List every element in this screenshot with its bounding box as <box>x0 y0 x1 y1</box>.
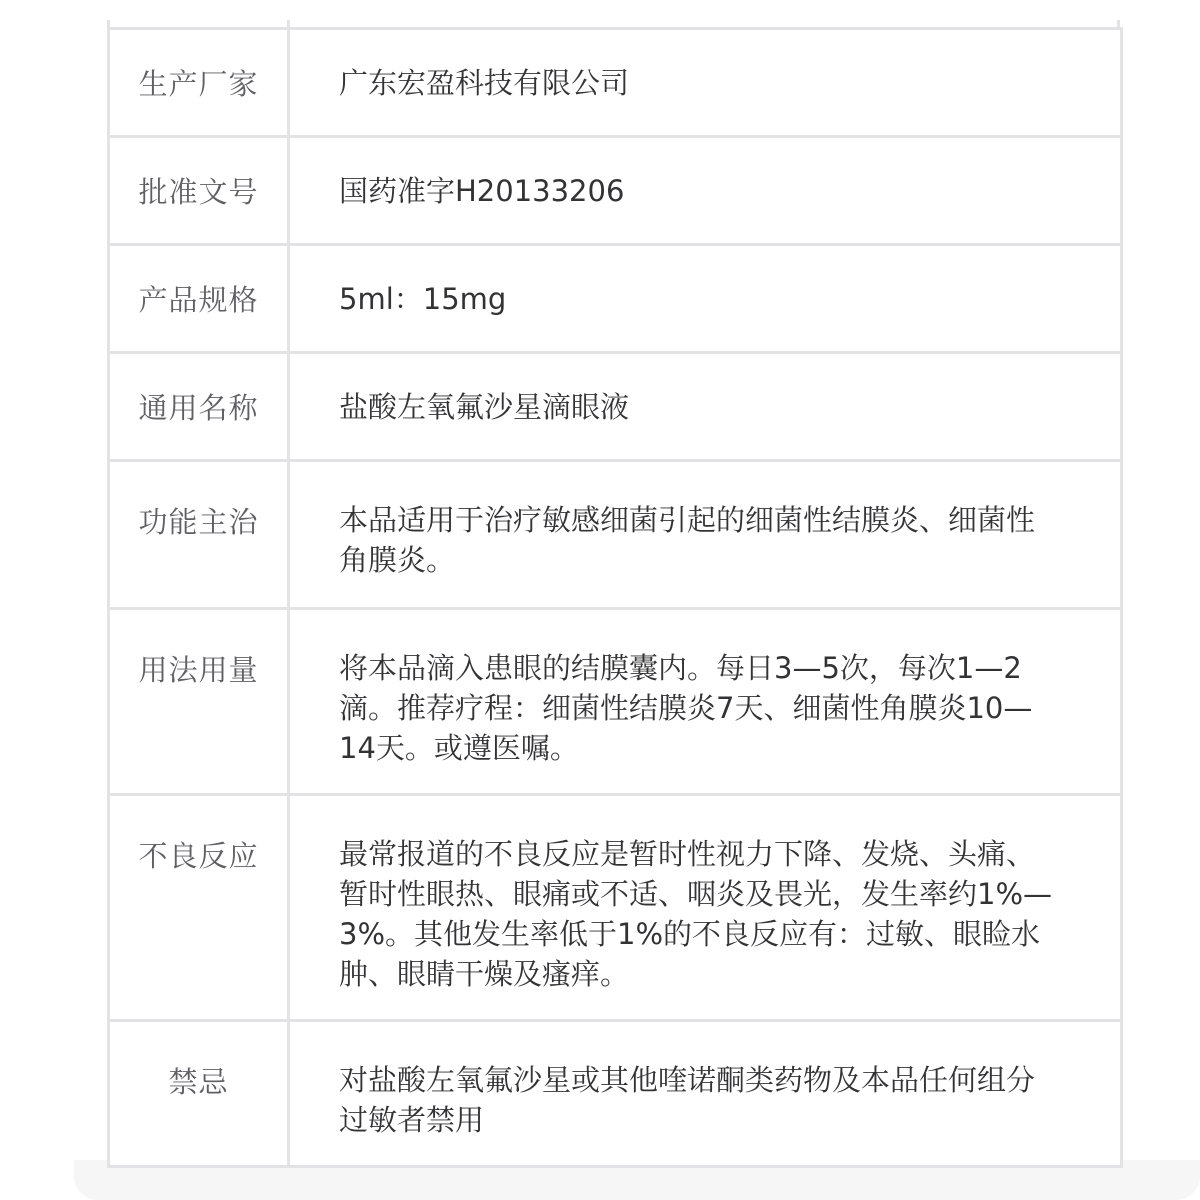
table-row-contraindications <box>109 1021 1122 1167</box>
table-row-approval-number <box>109 137 1122 245</box>
row-label: 批准文号 <box>109 137 289 245</box>
row-label: 生产厂家 <box>109 29 289 137</box>
row-value: 本品适用于治疗敏感细菌引起的细菌性结膜炎、细菌性角膜炎。 <box>289 461 1122 609</box>
table-row-manufacturer <box>109 29 1122 137</box>
table-row-indications <box>109 461 1122 609</box>
table-row-generic-name <box>109 353 1122 461</box>
table-row-adverse-reactions <box>109 795 1122 1021</box>
row-label: 禁忌 <box>109 1021 289 1167</box>
row-value: 5ml：15mg <box>289 245 1122 353</box>
row-value: 盐酸左氧氟沙星滴眼液 <box>289 353 1122 461</box>
table-row-specification <box>109 245 1122 353</box>
row-label: 产品规格 <box>109 245 289 353</box>
row-value: 国药准字H20133206 <box>289 137 1122 245</box>
row-label: 不良反应 <box>109 795 289 1021</box>
row-label: 通用名称 <box>109 353 289 461</box>
row-value: 广东宏盈科技有限公司 <box>289 29 1122 137</box>
row-value: 最常报道的不良反应是暂时性视力下降、发烧、头痛、暂时性眼热、眼痛或不适、咽炎及畏光，发生率约1%—3%。其他发生率低于1%的不良反应有：过敏、眼睑水肿、眼睛干燥及瘙痒。 <box>289 795 1122 1021</box>
table-row-dosage <box>109 609 1122 795</box>
row-label: 功能主治 <box>109 461 289 609</box>
row-value: 将本品滴入患眼的结膜囊内。每日3—5次，每次1—2滴。推荐疗程：细菌性结膜炎7天、细菌性角膜炎10—14天。或遵医嘱。 <box>289 609 1122 795</box>
row-label: 用法用量 <box>109 609 289 795</box>
row-value: 对盐酸左氧氟沙星或其他喹诺酮类药物及本品任何组分过敏者禁用 <box>289 1021 1122 1167</box>
product-spec-table <box>107 27 1123 1168</box>
